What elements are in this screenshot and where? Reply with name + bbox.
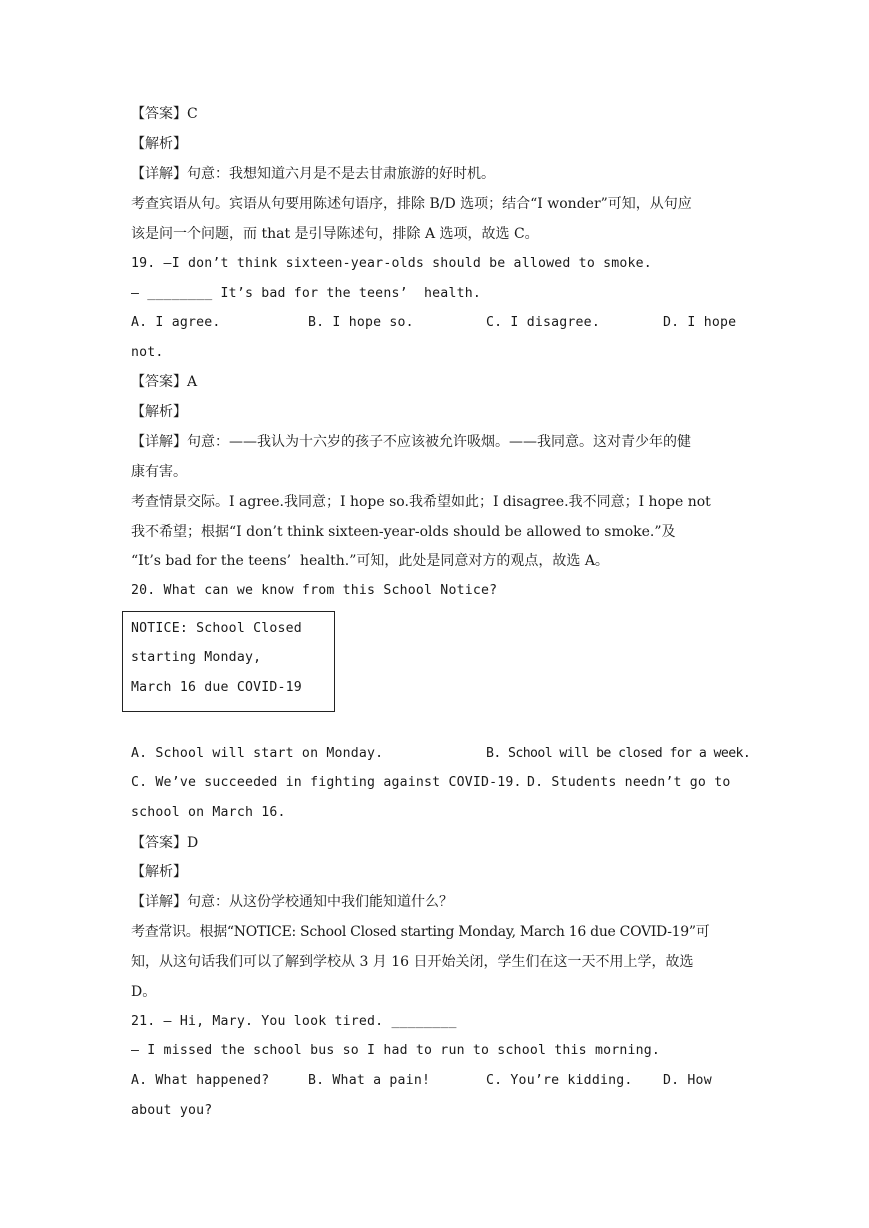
q20-option-a: A. School will start on Monday. [131,746,384,761]
q21-option-d-wrap: about you? [131,1103,213,1118]
q18-detail: 【详解】句意：我想知道六月是不是去甘肃旅游的好时机。 [131,166,495,182]
q21-option-d: D. How [663,1073,712,1088]
q19-option-d: D. I hope [663,315,737,330]
q19-answer: 【答案】A [131,374,198,390]
q20-question: 20. What can we know from this School Notice? [131,583,498,598]
q19-explanation-line-2: 我不希望；根据“I don’t think sixteen-year-olds should be allowed to smoke.”及 [131,524,676,540]
q21-option-c: C. You’re kidding. [486,1073,633,1088]
q18-explanation-line-1: 考查宾语从句。宾语从句要用陈述句语序，排除 B/D 选项；结合“I wonder”可知，从句应 [131,196,692,212]
q20-detail: 【详解】句意：从这份学校通知中我们能知道什么？ [131,894,453,910]
q19-detail-line-1: 【详解】句意：——我认为十六岁的孩子不应该被允许吸烟。——我同意。这对青少年的健 [131,434,691,450]
q21-option-a: A. What happened? [131,1073,270,1088]
notice-line-1: NOTICE: School Closed [131,621,302,636]
q20-option-d-wrap: school on March 16. [131,805,286,820]
school-notice-box [122,611,335,712]
q19-analysis-heading: 【解析】 [131,404,187,420]
q21-question: 21. — Hi, Mary. You look tired. ________ [131,1014,457,1029]
q18-explanation-line-2: 该是问一个问题，而 that 是引导陈述句，排除 A 选项，故选 C。 [131,226,539,242]
q19-detail-line-2: 康有害。 [131,464,187,480]
q19-option-d-wrap: not. [131,345,164,360]
q19-question: 19. —I don’t think sixteen-year-olds should be allowed to smoke. [131,256,652,271]
q21-option-b: B. What a pain! [308,1073,431,1088]
q20-option-b: B. School will be closed for a week. [486,746,751,761]
q19-option-a: A. I agree. [131,315,221,330]
q19-explanation-line-3: “It’s bad for the teens’ health.”可知，此处是同意对方的观点，故选 A。 [131,553,609,569]
q21-reply: — I missed the school bus so I had to run to school this morning. [131,1043,661,1058]
q19-option-b: B. I hope so. [308,315,414,330]
q20-option-c: C. We’ve succeeded in fighting against COVID-19. [131,775,522,790]
q20-answer: 【答案】D [131,835,199,851]
q20-explanation-line-3: D。 [131,984,157,1000]
q19-explanation-line-1: 考查情景交际。I agree.我同意；I hope so.我希望如此；I disagree.我不同意；I hope not [131,494,711,510]
q20-analysis-heading: 【解析】 [131,864,187,880]
q20-option-d: D. Students needn’t go to [527,775,731,790]
notice-line-3: March 16 due COVID-19 [131,680,302,695]
q18-analysis-heading: 【解析】 [131,136,187,152]
notice-line-2: starting Monday, [131,650,262,665]
q19-option-c: C. I disagree. [486,315,600,330]
q20-explanation-line-1: 考查常识。根据“NOTICE: School Closed starting Monday, March 16 due COVID-19”可 [131,924,710,940]
q19-reply: — ________ It’s bad for the teens’ health. [131,286,482,301]
q18-answer: 【答案】C [131,106,198,122]
q20-explanation-line-2: 知，从这句话我们可以了解到学校从 3 月 16 日开始关闭，学生们在这一天不用上学，故选 [131,954,694,970]
